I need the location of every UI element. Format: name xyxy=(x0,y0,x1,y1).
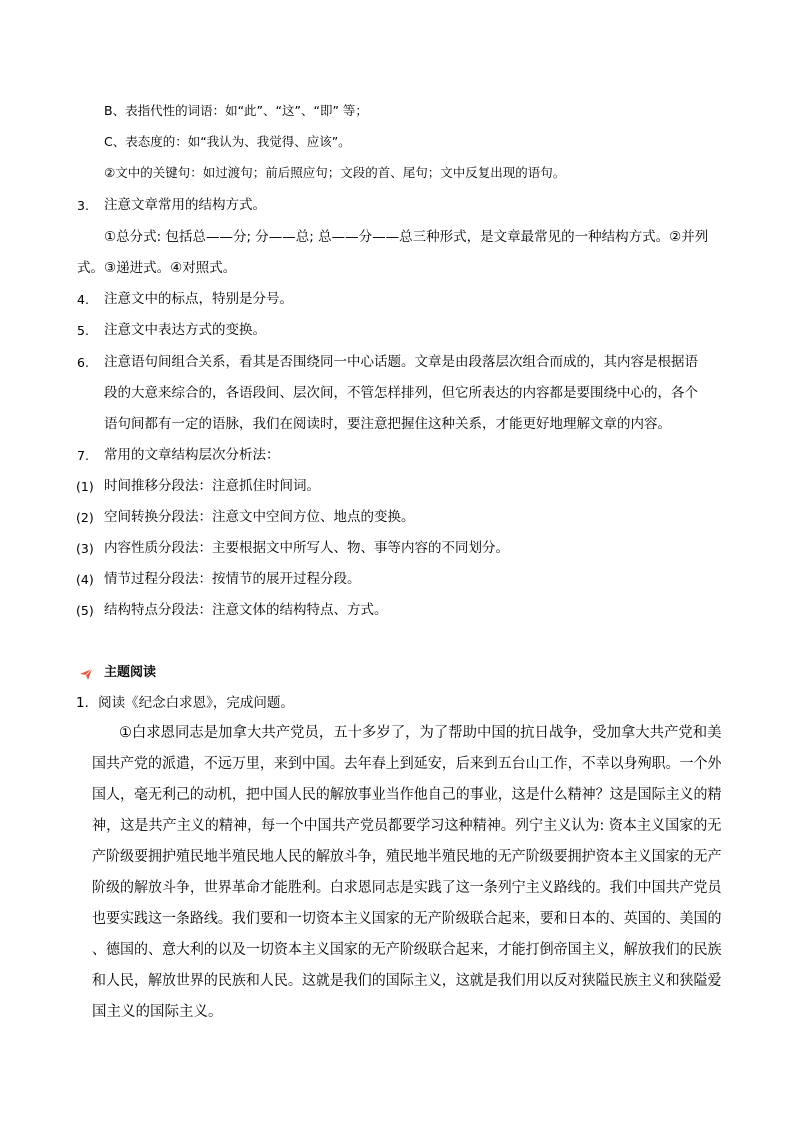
method-4-text: 情节过程分段法：按情节的展开过程分段。 xyxy=(104,571,361,587)
item-6-cont-1: 段的大意来综合的，各语段间、层次间，不管怎样排列，但它所表达的内容都是要围绕中心的，各个 xyxy=(104,385,698,401)
item-7-num: 7. xyxy=(77,448,89,463)
method-3-num: (3) xyxy=(76,541,94,556)
method-5-text: 结构特点分段法：注意文体的结构特点、方式。 xyxy=(104,602,388,618)
passage-line-10: 国主义的国际主义。 xyxy=(92,1004,223,1020)
method-2-num: (2) xyxy=(76,510,94,525)
passage-line-6: 阶级的解放斗争，世界革命才能胜利。白求恩同志是实践了这一条列宁主义路线的。我们中国共产党员 xyxy=(92,880,722,896)
passage-line-1: ①白求恩同志是加拿大共产党员，五十多岁了，为了帮助中国的抗日战争，受加拿大共产党和美 xyxy=(119,725,722,741)
item-6-text: 注意语句间组合关系，看其是否围绕同一中心话题。文章是由段落层次组合而成的，其内容是根据语 xyxy=(104,354,698,370)
item-5-text: 注意文中表达方式的变换。 xyxy=(104,322,266,338)
line-c: C、表态度的：如“我认为、我觉得、应该”。 xyxy=(104,134,351,149)
passage-line-7: 也要实践这一条路线。我们要和一切资本主义国家的无产阶级联合起来，要和日本的、英国的、美国的 xyxy=(92,911,722,927)
paper-plane-icon xyxy=(79,666,93,680)
method-1-text: 时间推移分段法：注意抓住时间词。 xyxy=(104,478,320,494)
method-5-num: (5) xyxy=(76,603,94,618)
passage-line-2: 国共产党的派遣，不远万里，来到中国。去年春上到延安，后来到五台山工作，不幸以身殉职。一个外 xyxy=(92,756,722,772)
section-heading: 主题阅读 xyxy=(104,665,157,680)
question-line: 1．阅读《纪念白求恩》，完成问题。 xyxy=(76,695,294,711)
method-2-text: 空间转换分段法：注意文中空间方位、地点的变换。 xyxy=(104,509,415,525)
method-4-num: (4) xyxy=(76,572,94,587)
method-1-num: (1) xyxy=(76,479,94,494)
item-3-text: 注意文章常用的结构方式。 xyxy=(104,197,266,213)
passage-line-3: 国人，毫无利己的动机，把中国人民的解放事业当作他自己的事业，这是什么精神？这是国际主义的精 xyxy=(92,787,722,803)
method-3-text: 内容性质分段法：主要根据文中所写人、物、事等内容的不同划分。 xyxy=(104,540,509,556)
passage-line-8: 、德国的、意大利的以及一切资本主义国家的无产阶级联合起来，才能打倒帝国主义，解放我们的民族 xyxy=(92,942,722,958)
item-7-text: 常用的文章结构层次分析法： xyxy=(104,447,280,463)
structure-line-2: 式。③递进式。④对照式。 xyxy=(77,260,237,276)
passage-line-9: 和人民，解放世界的民族和人民。这就是我们的国际主义，这就是我们用以反对狭隘民族主义和狭隘爱 xyxy=(92,973,722,989)
item-3-num: 3. xyxy=(77,198,89,213)
item-4-text: 注意文中的标点，特别是分号。 xyxy=(104,291,293,307)
key-sentence-line: ②文中的关键句：如过渡句；前后照应句；文段的首、尾句；文中反复出现的语句。 xyxy=(104,165,566,180)
structure-line-1: ①总分式: 包括总——分; 分——总; 总——分——总三种形式，是文章最常见的一种结构方式。②并列 xyxy=(104,229,709,245)
item-5-num: 5. xyxy=(77,323,89,338)
item-6-cont-2: 语句间都有一定的语脉，我们在阅读时，要注意把握住这种关系，才能更好地理解文章的内容。 xyxy=(104,416,671,432)
passage-line-5: 产阶级要拥护殖民地半殖民地人民的解放斗争，殖民地半殖民地的无产阶级要拥护资本主义国家的无产 xyxy=(92,849,722,865)
item-6-num: 6. xyxy=(77,355,89,370)
line-b: B、表指代性的词语：如“此”、“这”、“即” 等； xyxy=(104,103,368,118)
item-4-num: 4. xyxy=(77,292,89,307)
passage-line-4: 神，这是共产主义的精神，每一个中国共产党员都要学习这种精神。列宁主义认为: 资本主义国家的无 xyxy=(92,818,722,834)
